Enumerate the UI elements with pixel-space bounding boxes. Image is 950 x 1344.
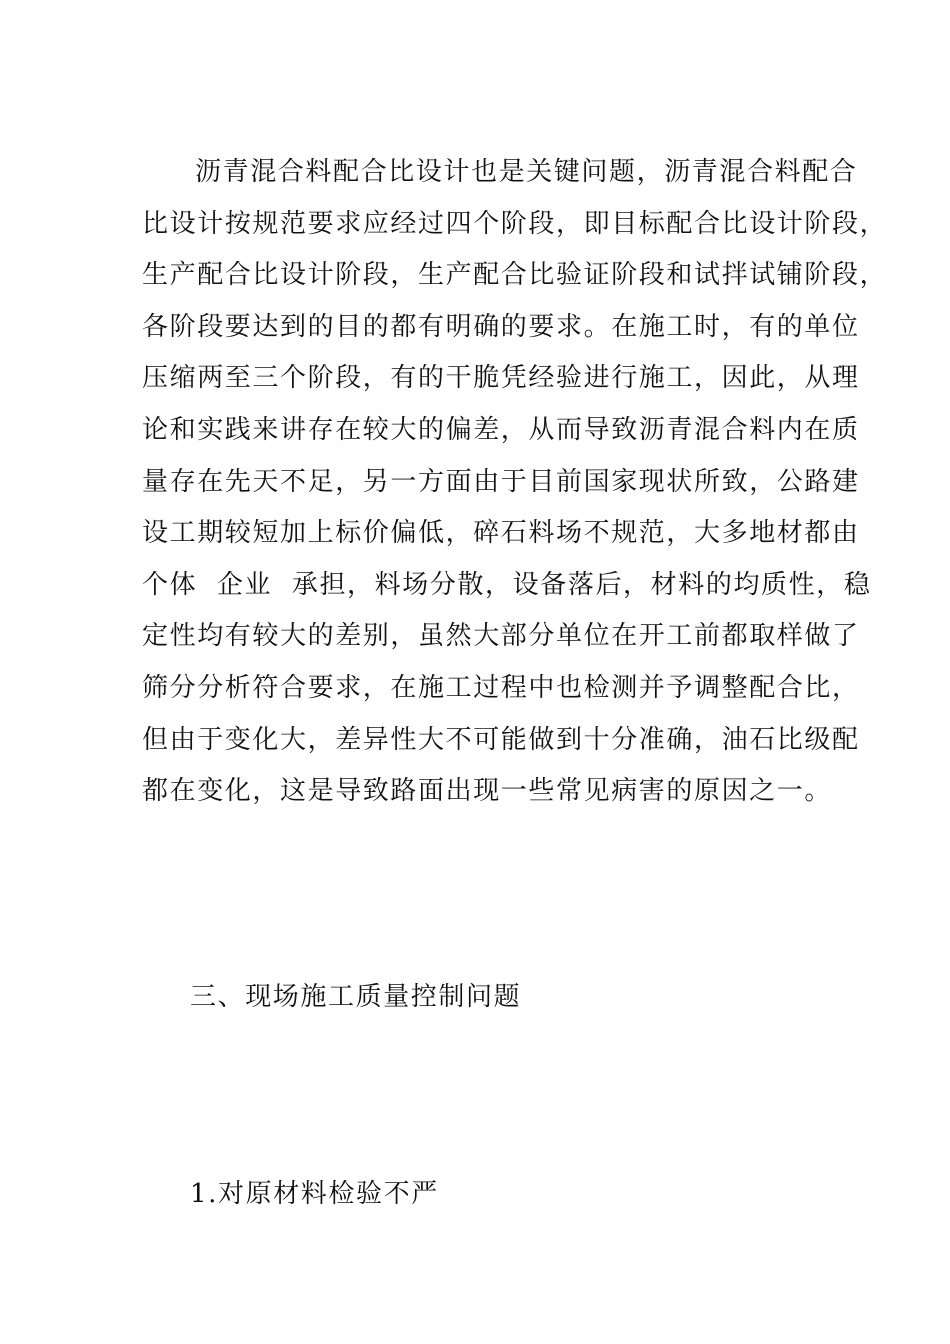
paragraph-line: 都在变化，这是导致路面出现一些常见病害的原因之一。: [142, 776, 833, 807]
paragraph-line: 筛分分析符合要求，在施工过程中也检测并予调整配合比，: [142, 672, 860, 703]
paragraph-line: 论和实践来讲存在较大的偏差，从而导致沥青混合料内在质: [142, 414, 860, 445]
section-heading: 三、现场施工质量控制问题: [190, 982, 522, 1012]
section-subheading: 1.对原材料检验不严: [190, 1179, 439, 1209]
paragraph-line: 定性均有较大的差别，虽然大部分单位在开工前都取样做了: [142, 621, 860, 652]
body-paragraph: [142, 154, 888, 825]
paragraph-line: 但由于变化大，差异性大不可能做到十分准确，油石比级配: [142, 724, 860, 755]
paragraph-line: 压缩两至三个阶段，有的干脆凭经验进行施工，因此，从理: [142, 363, 860, 394]
paragraph-line: 个体 企业 承担，料场分散，设备落后，材料的均质性，稳: [142, 569, 872, 600]
paragraph-line: 各阶段要达到的目的都有明确的要求。在施工时，有的单位: [142, 311, 860, 342]
paragraph-line: 生产配合比设计阶段，生产配合比验证阶段和试拌试铺阶段，: [142, 260, 888, 291]
paragraph-line: 比设计按规范要求应经过四个阶段，即目标配合比设计阶段，: [142, 208, 888, 239]
paragraph-line: 沥青混合料配合比设计也是关键问题，沥青混合料配合: [195, 157, 858, 187]
paragraph-line: 量存在先天不足，另一方面由于目前国家现状所致，公路建: [142, 466, 860, 497]
paragraph-line: 设工期较短加上标价偏低，碎石料场不规范，大多地材都由: [142, 518, 860, 549]
